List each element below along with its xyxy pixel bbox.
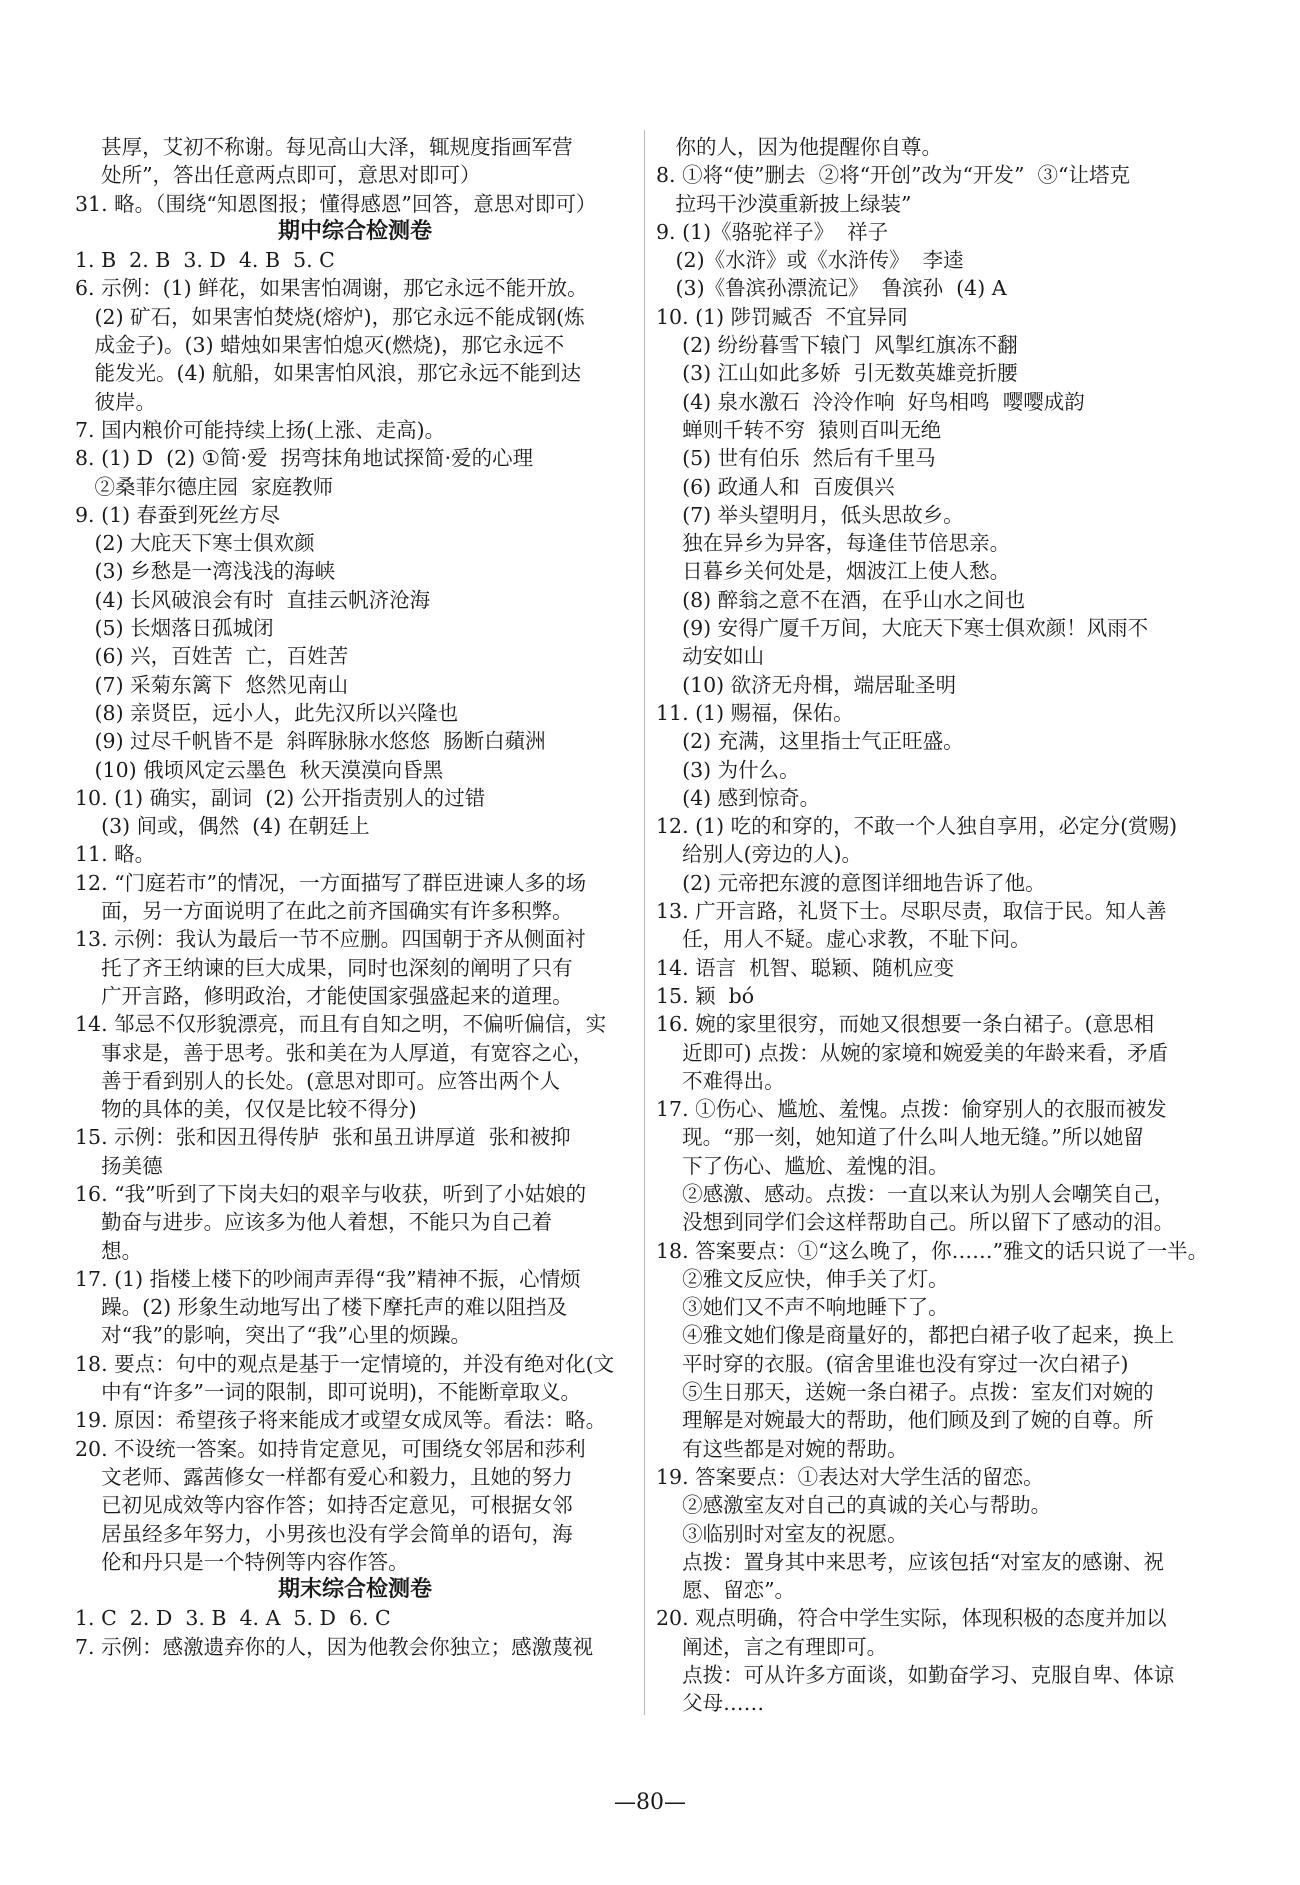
answer-line: 10. (1) 确实，副词 (2) 公开指责别人的过错: [75, 785, 486, 810]
answer-line: ③临别时对室友的祝愿。: [656, 1521, 908, 1546]
answer-line: (8) 亲贤臣，远小人，此先汉所以兴隆也: [75, 700, 459, 725]
answer-line: 13. 广开言路，礼贤下士。尽职尽责，取信于民。知人善: [656, 899, 1167, 924]
answer-line: 下了伤心、尴尬、羞愧的泪。: [656, 1153, 949, 1178]
answer-line: (8) 醉翁之意不在酒，在乎山水之间也: [656, 587, 1026, 612]
answer-line: 扬美德: [75, 1153, 163, 1178]
answer-line: 18. 答案要点：①“这么晚了，你……”雅文的话只说了一半。: [656, 1238, 1209, 1263]
answer-line: (2) 元帝把东渡的意图详细地告诉了他。: [656, 870, 1046, 895]
answer-line: 平时穿的衣服。(宿舍里谁也没有穿过一次白裙子): [656, 1351, 1129, 1376]
answer-line: 13. 示例：我认为最后一节不应删。四国朝于齐从侧面衬: [75, 927, 586, 952]
answer-line: 躁。(2) 形象生动地写出了楼下摩托声的难以阻挡及: [75, 1295, 568, 1320]
page-number: —80—: [614, 1790, 686, 1815]
answer-line: 拉玛干沙漠重新披上绿装”: [656, 191, 912, 216]
answer-line: 理解是对婉最大的帮助，他们顾及到了婉的自尊。所: [656, 1408, 1154, 1433]
answer-line: 现。“那一刻，她知道了什么叫人地无缝。”所以她留: [656, 1125, 1144, 1150]
answer-line: 15. 颖 bó: [656, 983, 755, 1008]
answer-line: ②桑菲尔德庄园 家庭教师: [75, 474, 334, 499]
answer-line: 文老师、露茜修女一样都有爱心和毅力，且她的努力: [75, 1464, 573, 1489]
answer-line: 9. (1) 春蚕到死丝方尽: [75, 502, 281, 527]
answer-line: (2) 充满，这里指士气正旺盛。: [656, 729, 964, 754]
answer-line: (4) 长风破浪会有时 直挂云帆济沧海: [75, 587, 431, 612]
answer-line: 近即可) 点拨：从婉的家境和婉爱美的年龄来看，矛盾: [656, 1040, 1169, 1065]
answer-line: 中有“许多”一词的限制，即可说明)，不能断章取义。: [75, 1380, 582, 1405]
answer-line: (10) 俄顷风定云墨色 秋天漠漠向昏黑: [75, 757, 444, 782]
answer-line: (6) 兴，百姓苦 亡，百姓苦: [75, 644, 349, 669]
answer-line: 愿、留恋”。: [656, 1578, 796, 1603]
answer-line: 广开言路，修明政治，才能使国家强盛起来的道理。: [75, 983, 573, 1008]
right-column: [656, 133, 1222, 1718]
answer-line: 独在异乡为异客，每逢佳节倍思亲。: [656, 531, 1011, 556]
answer-line: (9) 安得广厦千万间，大庇天下寒士俱欢颜！风雨不: [656, 616, 1149, 641]
answer-line: 事求是，善于思考。张和美在为人厚道，有宽容之心，: [75, 1040, 594, 1065]
answer-line: 14. 语言 机智、聪颖、随机应变: [656, 955, 955, 980]
answer-line: 14. 邹忌不仅形貌漂亮，而且有自知之明，不偏听偏信，实: [75, 1012, 607, 1037]
answer-line: 9. (1)《骆驼祥子》 祥子: [656, 219, 889, 244]
answer-line: 12. (1) 吃的和穿的，不敢一个人独自享用，必定分(赏赐): [656, 814, 1178, 839]
answer-line: 17. ①伤心、尴尬、羞愧。点拨：偷穿别人的衣服而被发: [656, 1097, 1167, 1122]
answer-line: (3) 间或，偶然 (4) 在朝廷上: [75, 814, 370, 839]
answer-line: ⑤生日那天，送婉一条白裙子。点拨：室友们对婉的: [656, 1380, 1154, 1405]
answer-line: 伦和丹只是一个特例等内容作答。: [75, 1549, 409, 1574]
answer-line: 有这些都是对婉的帮助。: [656, 1436, 908, 1461]
answer-line: 20. 不设统一答案。如持肯定意见，可围绕女邻居和莎利: [75, 1436, 586, 1461]
answer-line: (5) 长烟落日孤城闭: [75, 616, 274, 641]
answer-line: 16. 婉的家里很穷，而她又很想要一条白裙子。(意思相: [656, 1012, 1155, 1037]
answer-line: 18. 要点：句中的观点是基于一定情境的，并没有绝对化(文: [75, 1351, 615, 1376]
answer-line: 面，另一方面说明了在此之前齐国确实有许多积弊。: [75, 899, 573, 924]
answer-line: 日暮乡关何处是，烟波江上使人愁。: [656, 559, 1011, 584]
left-column: [75, 133, 635, 1661]
answer-line: 1. C 2. D 3. B 4. A 5. D 6. C: [75, 1606, 391, 1631]
answer-line: (2) 纷纷暮雪下辕门 风掣红旗冻不翻: [656, 333, 1018, 358]
answer-line: 勤奋与进步。应该多为他人着想，不能只为自己着: [75, 1210, 553, 1235]
answer-line: 没想到同学们会这样帮助自己。所以留下了感动的泪。: [656, 1210, 1175, 1235]
answer-line: 19. 原因：希望孩子将来能成才或望女成凤等。看法：略。: [75, 1408, 607, 1433]
answer-line: 不难得出。: [656, 1068, 785, 1093]
answer-line: (2) 矿石，如果害怕焚烧(熔炉)，那它永远不能成钢(炼: [75, 304, 585, 329]
answer-line: 托了齐王纳谏的巨大成果，同时也深刻的阐明了只有: [75, 955, 573, 980]
answer-line: 6. 示例：(1) 鲜花，如果害怕凋谢，那它永远不能开放。: [75, 276, 588, 301]
answer-line: 动安如山: [656, 644, 765, 669]
answer-line: 你的人，因为他提醒你自尊。: [656, 135, 943, 159]
answer-line: 31. 略。（围绕“知恩图报；懂得感恩”回答，意思对即可）: [75, 191, 597, 216]
answer-line: 对“我”的影响，突出了“我”心里的烦躁。: [75, 1323, 471, 1348]
answer-line: 8. ①将“使”删去 ②将“开创”改为“开发” ③“让塔克: [656, 163, 1131, 188]
answer-line: (2) 大庇天下寒士俱欢颜: [75, 531, 315, 556]
answer-line: ④雅文她们像是商量好的，都把白裙子收了起来，换上: [656, 1323, 1175, 1348]
answer-line: 甚厚，艾初不称谢。每见高山大泽，辄规度指画军营: [75, 135, 573, 159]
answer-line: 任，用人不疑。虚心求教，不耻下问。: [656, 927, 1031, 952]
answer-line: 蝉则千转不穷 猿则百叫无绝: [656, 417, 942, 442]
answer-line: 居虽经多年努力，小男孩也没有学会简单的语句，海: [75, 1521, 573, 1546]
answer-line: 善于看到别人的长处。(意思对即可。应答出两个人: [75, 1068, 561, 1093]
answer-line: (4) 泉水激石 泠泠作响 好鸟相鸣 嘤嘤成韵: [656, 389, 1085, 414]
answer-line: 阐述，言之有理即可。: [656, 1634, 888, 1659]
answer-line: 7. 示例：感激遗弃你的人，因为他教会你独立；感激蔑视: [75, 1634, 594, 1659]
answer-line: 给别人(旁边的人)。: [656, 842, 863, 867]
answer-line: (7) 采菊东篱下 悠然见南山: [75, 672, 349, 697]
answer-line: (5) 世有伯乐 然后有千里马: [656, 446, 936, 471]
answer-line: ②感激室友对自己的真诚的关心与帮助。: [656, 1493, 1052, 1518]
answer-line: (10) 欲济无舟楫，端居耻圣明: [656, 672, 957, 697]
answer-line: ②感激、感动。点拨：一直以来认为别人会嘲笑自己，: [656, 1181, 1175, 1206]
answer-line: ②雅文反应快，伸手关了灯。: [656, 1266, 949, 1291]
answer-line: 彼岸。: [75, 389, 157, 414]
answer-line: 10. (1) 陟罚臧否 不宜异同: [656, 304, 908, 329]
answer-line: 处所”，答出任意两点即可，意思对即可）: [75, 163, 481, 188]
answer-line: 点拨：置身其中来思考，应该包括“对室友的感谢、祝: [656, 1549, 1165, 1574]
answer-line: 点拨：可从许多方面谈，如勤奋学习、克服自卑、体谅: [656, 1663, 1175, 1688]
answer-line: 想。: [75, 1238, 143, 1263]
column-divider: [644, 130, 645, 1715]
answer-line: 7. 国内粮价可能持续上扬(上涨、走高)。: [75, 417, 446, 442]
answer-line: 物的具体的美，仅仅是比较不得分): [75, 1097, 417, 1122]
answer-line: 11. 略。: [75, 842, 156, 867]
answer-line: 17. (1) 指楼上楼下的吵闹声弄得“我”精神不振，心情烦: [75, 1266, 581, 1291]
answer-line: 20. 观点明确，符合中学生实际，体现积极的态度并加以: [656, 1606, 1167, 1631]
answer-line: 能发光。(4) 航船，如果害怕风浪，那它永远不能到达: [75, 361, 582, 386]
answer-line: (2)《水浒》或《水浒传》 李逵: [656, 248, 964, 273]
answer-line: 12. “门庭若市”的情况，一方面描写了群臣进谏人多的场: [75, 870, 587, 895]
answer-line: 父母……: [656, 1691, 765, 1716]
answer-line: (3) 乡愁是一湾浅浅的海峡: [75, 559, 336, 584]
answer-line: (9) 过尽千帆皆不是 斜晖脉脉水悠悠 肠断白蘋洲: [75, 729, 546, 754]
answer-line: 8. (1) D (2) ①简·爱 拐弯抹角地试探简·爱的心理: [75, 446, 534, 471]
answer-line: 15. 示例：张和因丑得传胪 张和虽丑讲厚道 张和被抑: [75, 1125, 571, 1150]
answer-line: 16. “我”听到了下岗夫妇的艰辛与收获，听到了小姑娘的: [75, 1181, 587, 1206]
answer-line: 已初见成效等内容作答；如持否定意见，可根据女邻: [75, 1493, 573, 1518]
section-heading: 期中综合检测卷: [277, 218, 432, 244]
answer-line: (3) 为什么。: [656, 757, 800, 782]
answer-line: (7) 举头望明月，低头思故乡。: [656, 502, 964, 527]
answer-line: ③她们又不声不响地睡下了。: [656, 1295, 949, 1320]
answer-line: 19. 答案要点：①表达对大学生活的留恋。: [656, 1464, 1044, 1489]
answer-line: (3) 江山如此多娇 引无数英雄竞折腰: [656, 361, 1018, 386]
answer-line: (4) 感到惊奇。: [656, 785, 821, 810]
section-heading: 期末综合检测卷: [277, 1577, 432, 1603]
answer-line: 成金子)。(3) 蜡烛如果害怕熄灭(燃烧)，那它永远不: [75, 333, 565, 358]
answer-line: (6) 政通人和 百废俱兴: [656, 474, 895, 499]
answer-line: 1. B 2. B 3. D 4. B 5. C: [75, 248, 335, 273]
answer-line: (3)《鲁滨孙漂流记》 鲁滨孙 (4) A: [656, 276, 1007, 301]
answer-line: 11. (1) 赐福，保佑。: [656, 700, 854, 725]
